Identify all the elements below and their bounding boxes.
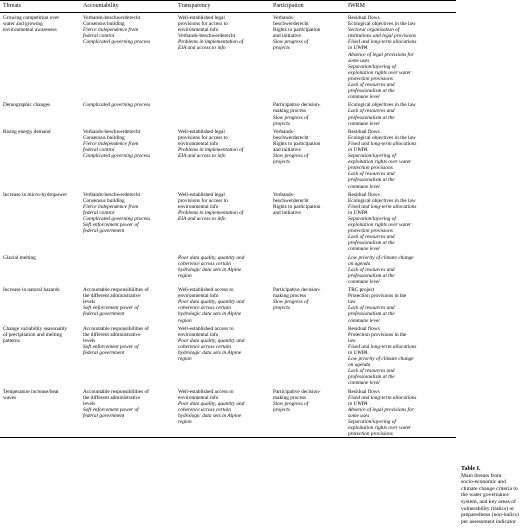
threat-line: waves [3,394,17,401]
preparedness-line: Protection provisions in the [348,293,407,300]
vulnerability-line: hydrologic data sets in Alpine [178,349,242,356]
preparedness-line: Verbands- [273,15,295,21]
vulnerability-line: Lack of resources and [348,171,395,178]
preparedness-line: Rights to participation [273,203,321,210]
table-row [0,100,456,126]
table-row [0,127,456,190]
iwrm-cell [345,127,456,190]
participation-cell [270,387,345,438]
vulnerability-line: Soft enforcement power of [83,406,139,413]
vulnerability-line: Problems in implementation of [178,39,244,46]
preparedness-line: environmental info [178,27,219,34]
table-row [0,190,456,253]
preparedness-line: Verbands-beschwerderecht [83,15,141,21]
threat-cell [0,253,80,285]
vulnerability-line: professionalism at the [348,272,395,279]
vulnerability-line: Separation/layering of [348,63,396,70]
vulnerability-line: Lack of resources and [348,108,395,115]
iwrm-cell [345,190,456,253]
preparedness-line: law [348,299,356,306]
preparedness-line: beschwerderecht [273,134,309,141]
accountability-cell [80,100,175,126]
vulnerability-line: in UWPA [348,349,368,356]
preparedness-line: Verbands-beschwerderecht [178,33,236,40]
preparedness-line: Ecological objectives in the law [348,134,416,141]
preparedness-line: the different administrative [83,331,141,338]
preparedness-line: Ecological objectives in the law [348,102,416,109]
preparedness-line: Well-established legal [178,128,225,135]
preparedness-line: environmental info [178,331,219,338]
transparency-cell [175,190,270,253]
vulnerability-line: exploitation rights over water [348,159,412,166]
vulnerability-line: hydrologic data sets in Alpine [178,412,242,419]
table-caption [461,466,520,525]
preparedness-line: Residual flows [348,128,380,135]
vulnerability-line: Soft enforcement power of [83,222,139,229]
vulnerability-line: projects [273,120,290,127]
threat-line: Increase in micro-hydropower [3,191,68,198]
header-threats: Threats [0,1,80,13]
vulnerability-line: federal control [83,146,115,153]
vulnerability-line: Separation/layering of [348,419,396,425]
preparedness-line: provisions for access to [178,134,228,141]
accountability-cell [80,387,175,438]
table-header-row [0,1,456,13]
preparedness-line: beschwerderecht [273,21,309,28]
vulnerability-line: Fixed and long-term allocations [348,343,417,350]
preparedness-line: Accountable responsibilities of [83,325,149,332]
transparency-cell [175,253,270,285]
vulnerability-line: Absence of legal provisions for [348,406,414,413]
vulnerability-line: Slow progress of [273,400,309,407]
vulnerability-line: Poor data quality, quantity and [178,299,245,306]
threat-line: water and growing [3,21,43,28]
vulnerability-line: commune level [348,317,380,324]
vulnerability-line: Poor data quality, quantity and [178,400,245,407]
participation-cell [270,100,345,126]
vulnerability-line: coherence across certain [178,343,231,350]
preparedness-line: Ecological objectives in the law [348,21,416,28]
vulnerability-line: Fierce independence from [83,203,139,210]
transparency-cell [175,100,270,126]
vulnerability-line: Separation/layering of [348,153,396,160]
vulnerability-line: Lack of resources and [348,305,395,312]
preparedness-line: Residual flows [348,325,380,332]
table-body [0,13,456,438]
threat-cell [0,190,80,253]
vulnerability-line: Low priority of climate change [348,356,414,363]
vulnerability-line: Sectoral organisation of [348,27,400,34]
vulnerability-line: commune level [348,380,380,387]
iwrm-cell [345,387,456,438]
vulnerability-line: Slow progress of [273,153,309,160]
threat-line: Growing competition over [3,15,60,21]
accountability-cell [80,253,175,285]
threat-line: Increase in natural hazards [3,287,60,294]
vulnerability-line: some uses [348,412,370,419]
vulnerability-line: Problems in implementation of [178,209,244,216]
preparedness-line: Well-established access to [178,325,234,332]
threat-line: Demographic changes [3,102,51,109]
header-iwrm: IWRM [345,1,456,13]
threat-line: Change variability seasonality [3,325,68,332]
vulnerability-line: region [178,272,192,279]
vulnerability-line: Lack of resources and [348,234,395,241]
preparedness-line: the different administrative [83,394,141,401]
vulnerability-line: Poor data quality, quantity and [178,337,245,344]
preparedness-line: making process [273,394,307,401]
preparedness-line: Residual flows [348,191,380,198]
threat-cell [0,100,80,126]
vulnerability-line: in UWPA [348,146,368,153]
vulnerability-line: Fixed and long-term allocations [348,39,417,46]
vulnerability-line: Complicated governing process [83,39,151,46]
table-row [0,387,456,438]
preparedness-line: Well-established legal [178,15,225,21]
vulnerability-line: region [178,356,192,363]
threat-line: Glacial melting [3,254,36,261]
participation-cell [270,13,345,101]
preparedness-line: Verbands- [273,128,295,135]
vulnerability-line: region [178,419,192,425]
vulnerability-line: protection provisions [348,431,393,438]
iwrm-cell [345,253,456,285]
threat-line: patterns [3,337,20,344]
transparency-cell [175,387,270,438]
preparedness-line: and initiative [273,146,301,153]
vulnerability-line: federal government [83,349,125,356]
vulnerability-line: Soft enforcement power of [83,305,139,312]
vulnerability-line: coherence across certain [178,406,231,413]
preparedness-line: Well-established access to [178,287,234,294]
threat-line: environmental awareness [3,27,57,34]
threat-cell [0,285,80,324]
preparedness-line: Verbands- [273,191,295,198]
header-transparency: Transparency [175,1,270,13]
participation-cell [270,253,345,285]
table-row [0,285,456,324]
caption-title: Table I. [461,466,481,472]
transparency-cell [175,13,270,101]
vulnerability-line: some uses [348,57,370,64]
preparedness-line: TRC project [348,287,375,294]
accountability-cell [80,324,175,387]
transparency-cell [175,127,270,190]
preparedness-line: law [348,337,356,344]
vulnerability-line: in UWPA [348,209,368,216]
vulnerability-line: exploitation rights over water [348,425,412,432]
vulnerability-line: professionalism at the [348,374,395,381]
preparedness-line: environmental info [178,140,219,147]
preparedness-line: Consensus building [83,197,125,204]
vulnerability-line: Complicated governing process [83,153,151,160]
threat-line: Temperature increase/heat [3,388,59,395]
vulnerability-line: commune level [348,94,380,101]
vulnerability-line: federal control [83,33,115,40]
preparedness-line: environmental info [178,394,219,401]
vulnerability-line: commune level [348,278,380,285]
vulnerability-line: commune level [348,183,380,190]
vulnerability-line: Lack of resources and [348,266,395,273]
vulnerability-line: professionalism at the [348,114,395,121]
vulnerability-line: on agenda [348,260,371,267]
preparedness-line: Protection provisions in the [348,331,407,338]
table-row [0,13,456,101]
vulnerability-line: commune level [348,120,380,127]
preparedness-line: Rights to participation [273,27,321,34]
vulnerability-line: Complicated governing process [83,216,151,222]
vulnerability-line: projects [273,45,290,52]
preparedness-line: Accountable responsibilities of [83,287,149,294]
vulnerability-line: in UWPA [348,45,368,52]
caption-line: system, and key areas of [461,498,516,505]
vulnerability-line: region [178,317,192,324]
vulnerability-line: Poor data quality, quantity and [178,254,245,261]
accountability-cell [80,285,175,324]
vulnerability-line: coherence across certain [178,260,231,267]
vulnerability-line: professionalism at the [348,177,395,184]
vulnerability-line: Separation/layering of [348,216,396,222]
vulnerability-line: institutions and legal provisions [348,33,416,40]
preparedness-line: Participative decision- [273,388,321,395]
preparedness-line: levels [83,400,96,407]
threat-cell [0,324,80,387]
vulnerability-line: federal government [83,412,125,419]
preparedness-line: Accountable responsibilities of [83,388,149,395]
vulnerability-line: projects [273,305,290,312]
preparedness-line: and initiative [273,33,301,40]
preparedness-line: environmental info [178,293,219,300]
iwrm-cell [345,13,456,101]
preparedness-line: Verbands-beschwerderecht [83,191,141,198]
vulnerability-line: Low priority of climate change [348,254,414,261]
vulnerability-line: EIA and access to info [178,216,226,222]
iwrm-cell [345,324,456,387]
vulnerability-line: protection provisions [348,165,393,172]
preparedness-line: provisions for access to [178,197,228,204]
preparedness-line: Rights to participation [273,140,321,147]
vulnerability-line: federal government [83,311,125,318]
vulnerability-line: projects [273,406,290,413]
caption-line: climate change criteria to [461,485,518,492]
preparedness-line: Well-established access to [178,388,234,395]
header-participation: Participation [270,1,345,13]
participation-cell [270,190,345,253]
vulnerability-line: commune level [348,246,380,253]
preparedness-line: Ecological objectives in the law [348,197,416,204]
vulnerability-line: coherence across certain [178,305,231,312]
vulnerability-line: Fixed and long-term allocations [348,394,417,401]
participation-cell [270,127,345,190]
vulnerability-line: Fixed and long-term allocations [348,203,417,210]
threat-line: of precipitation and melting [3,331,62,338]
transparency-cell [175,285,270,324]
threat-line: Rising energy demand [3,128,51,135]
preparedness-line: levels [83,299,96,306]
vulnerability-line: Fierce independence from [83,27,139,34]
vulnerability-line: hydrologic data sets in Alpine [178,266,242,273]
preparedness-line: Verbands-beschwerderecht [83,128,141,135]
vulnerability-line: federal government [83,228,125,235]
vulnerability-line: protection provisions [348,228,393,235]
iwrm-cell [345,100,456,126]
accountability-cell [80,190,175,253]
vulnerability-line: Lack of resources and [348,82,395,89]
iwrm-cell [345,285,456,324]
vulnerability-line: hydrologic data sets in Alpine [178,311,242,318]
vulnerability-line: Slow progress of [273,39,309,46]
threat-cell [0,127,80,190]
preparedness-line: environmental info [178,203,219,210]
caption-line: preparedness (non-italics) [461,512,519,519]
vulnerability-line: professionalism at the [348,88,395,95]
vulnerability-line: on agenda [348,362,371,369]
vulnerability-line: Fierce independence from [83,140,139,147]
transparency-cell [175,324,270,387]
caption-line: Main threats from [461,472,502,479]
vulnerability-line: exploitation rights over water [348,69,412,76]
preparedness-line: Residual flows [348,388,380,395]
threat-cell [0,13,80,101]
preparedness-line: and initiative [273,209,301,216]
header-accountability: Accountability [80,1,175,13]
participation-cell [270,285,345,324]
vulnerability-line: Complicated governing process [83,102,151,109]
vulnerability-line: professionalism at the [348,311,395,318]
vulnerability-line: exploitation rights over water [348,222,412,229]
caption-line: the water governance [461,492,509,499]
vulnerability-line: Soft enforcement power of [83,343,139,350]
vulnerability-line: projects [273,159,290,166]
vulnerability-line: protection provisions [348,75,393,82]
vulnerability-line: in UWPA [348,400,368,407]
accountability-cell [80,127,175,190]
vulnerability-line: Problems in implementation of [178,146,244,153]
vulnerability-line: professionalism at the [348,240,395,247]
preparedness-line: Participative decision- [273,102,321,109]
table-row [0,324,456,387]
vulnerability-line: EIA and access to info [178,153,226,160]
preparedness-line: making process [273,108,307,115]
preparedness-line: beschwerderecht [273,197,309,204]
preparedness-line: the different administrative [83,293,141,300]
vulnerability-line: Fixed and long-term allocations [348,140,417,147]
table-row [0,253,456,285]
caption-line: per assessment indicator [461,518,516,525]
accountability-cell [80,13,175,101]
preparedness-line: Participative decision- [273,287,321,294]
vulnerability-line: EIA and access to info [178,45,226,52]
preparedness-line: Consensus building [83,21,125,28]
caption-line: vulnerability (italics) or [461,505,515,512]
vulnerability-line: federal control [83,209,115,216]
preparedness-line: levels [83,337,96,344]
caption-line: socio-economic and [461,479,506,486]
vulnerability-line: Slow progress of [273,299,309,306]
vulnerability-line: Absence of legal provisions for [348,51,414,58]
vulnerability-line: Slow progress of [273,114,309,121]
threat-cell [0,387,80,438]
participation-cell [270,324,345,387]
vulnerability-line: Lack of resources and [348,368,395,375]
preparedness-line: Residual flows [348,15,380,21]
preparedness-line: Consensus building [83,134,125,141]
preparedness-line: Well-established legal [178,191,225,198]
preparedness-line: provisions for access to [178,21,228,28]
preparedness-line: making process [273,293,307,300]
